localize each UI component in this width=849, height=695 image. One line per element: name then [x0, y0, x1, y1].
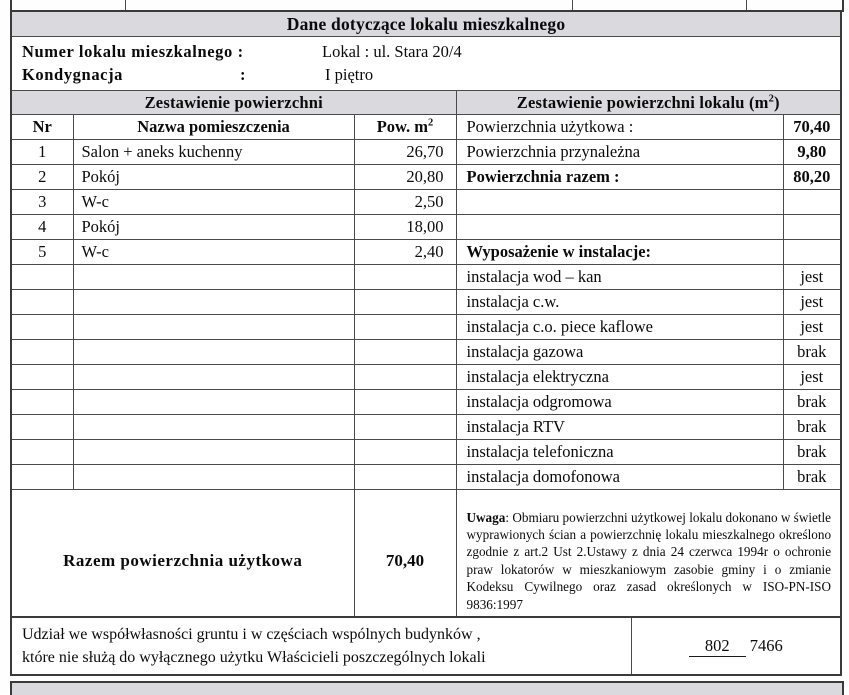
co-ownership-grid: [10, 616, 842, 676]
room-name: [73, 315, 354, 340]
room-area: [354, 265, 456, 290]
unit-number-row: [22, 40, 840, 63]
room-area: [354, 315, 456, 340]
table-row: [11, 290, 841, 315]
installation-label: instalacja gazowa: [456, 340, 783, 365]
share-description: [11, 617, 631, 675]
room-area: [354, 290, 456, 315]
sliver-divider-1: [125, 0, 126, 10]
area-summary-value-1: 9,80: [783, 140, 841, 165]
unit-data-table: [10, 10, 840, 634]
room-nr: 4: [11, 215, 73, 240]
share-fraction: [689, 636, 783, 656]
room-area: [354, 415, 456, 440]
room-name: Pokój: [73, 165, 354, 190]
room-area: 2,40: [354, 240, 456, 265]
room-name: [73, 290, 354, 315]
installations-header: Wyposażenie w instalacje:: [456, 240, 783, 265]
room-nr: [11, 440, 73, 465]
table-row: [11, 415, 841, 440]
installation-value: jest: [783, 365, 841, 390]
table-row: [11, 265, 841, 290]
area-summary-value-4: [783, 215, 841, 240]
header-nr: Nr: [11, 115, 73, 140]
table-row: [11, 165, 841, 190]
floor-label: Kondygnacja: [22, 65, 124, 84]
identification-row: [11, 37, 841, 91]
total-area-value: 70,40: [354, 490, 456, 633]
share-description-line-2: które nie służą do wyłącznego użytku Właścicieli poszczególnych lokali: [22, 649, 486, 666]
header-area: [354, 115, 456, 140]
installation-label: instalacja odgromowa: [456, 390, 783, 415]
table-row: [11, 140, 841, 165]
table-row: [11, 440, 841, 465]
total-and-note-row: [11, 490, 841, 633]
installations-header-spacer: [783, 240, 841, 265]
area-summary-value-3: [783, 190, 841, 215]
room-name: W-c: [73, 240, 354, 265]
subtitles-row: [11, 91, 841, 115]
room-nr: 3: [11, 190, 73, 215]
installation-label: instalacja domofonowa: [456, 465, 783, 490]
room-nr: [11, 365, 73, 390]
table-row: [11, 190, 841, 215]
room-nr: [11, 265, 73, 290]
column-header-row: [11, 115, 841, 140]
room-area: [354, 440, 456, 465]
room-name: [73, 415, 354, 440]
installation-label: instalacja c.w.: [456, 290, 783, 315]
table-row: [11, 365, 841, 390]
share-row: [11, 617, 841, 675]
total-area-label: Razem powierzchnia użytkowa: [11, 490, 354, 633]
room-area: 2,50: [354, 190, 456, 215]
room-name: [73, 465, 354, 490]
room-nr: [11, 390, 73, 415]
area-summary-value-2: 80,20: [783, 165, 841, 190]
room-nr: 2: [11, 165, 73, 190]
note-lead: [467, 510, 832, 612]
right-table-title: [456, 91, 841, 115]
installation-label: instalacja wod – kan: [456, 265, 783, 290]
right-title-main: Zestawienie powierzchni lokalu (m: [516, 92, 769, 112]
unit-number-value: Lokal : ul. Stara 20/4: [322, 42, 462, 61]
left-table-title: Zestawienie powierzchni: [11, 91, 456, 115]
share-fraction-cell: [631, 617, 841, 675]
area-summary-label-4: [456, 215, 783, 240]
room-area: 26,70: [354, 140, 456, 165]
area-summary-label-1: Powierzchnia przynależna: [456, 140, 783, 165]
share-denominator: 7466: [749, 636, 783, 655]
installation-value: brak: [783, 465, 841, 490]
room-name: Pokój: [73, 215, 354, 240]
floor-value: I piętro: [325, 65, 374, 84]
installation-label: instalacja telefoniczna: [456, 440, 783, 465]
table-row: [11, 465, 841, 490]
room-name: [73, 390, 354, 415]
installation-label: instalacja c.o. piece kaflowe: [456, 315, 783, 340]
table-row: [11, 340, 841, 365]
note-lead-word: Uwaga: [466, 509, 506, 525]
installation-value: jest: [783, 290, 841, 315]
room-area: [354, 340, 456, 365]
installation-value: brak: [783, 340, 841, 365]
room-name: [73, 365, 354, 390]
installation-value: brak: [783, 390, 841, 415]
share-numerator: 802: [689, 636, 746, 657]
room-name: [73, 265, 354, 290]
section-title: Dane dotyczące lokalu mieszkalnego: [11, 11, 841, 37]
unit-data-grid: [10, 10, 842, 634]
note-body: Obmiaru powierzchni użytkowej lokalu dokonano w świetle wyprawionych ścian a powierzchnię lokalu mieszkalnego określono zgodnie z art.2 Ust 2.Ustawy z dnia 24 czerwca 1994r o ochronie praw lokatorów w mieszkaniowym zasobie gminy i o zmianie Kodeksu Cywilnego oraz zasad określonych w ISO-PN-ISO 9836:1997: [466, 509, 832, 612]
identification-block: [11, 37, 841, 91]
table-row: [11, 390, 841, 415]
right-title-tail: ): [774, 92, 780, 112]
area-summary-label-3: [456, 190, 783, 215]
room-nr: [11, 415, 73, 440]
installation-label: instalacja elektryczna: [456, 365, 783, 390]
installation-value: brak: [783, 440, 841, 465]
room-nr: [11, 315, 73, 340]
room-nr: 5: [11, 240, 73, 265]
room-nr: [11, 290, 73, 315]
co-ownership-share-section: [10, 616, 840, 676]
room-name: [73, 340, 354, 365]
room-area: [354, 365, 456, 390]
room-nr: 1: [11, 140, 73, 165]
sliver-divider-3: [746, 0, 747, 10]
area-summary-label-2: Powierzchnia razem :: [456, 165, 783, 190]
section-title-row: [11, 11, 841, 37]
installation-value: brak: [783, 415, 841, 440]
room-nr: [11, 465, 73, 490]
installation-label: instalacja RTV: [456, 415, 783, 440]
sliver-divider-2: [572, 0, 573, 10]
room-area: 20,80: [354, 165, 456, 190]
share-description-line-1: Udział we współwłasności gruntu i w częściach wspólnych budynków ,: [22, 626, 481, 643]
table-row: [11, 240, 841, 265]
header-area-text: Pow. m: [376, 117, 429, 136]
floor-row: [22, 63, 840, 86]
header-area-superscript: 2: [428, 117, 434, 129]
floor-colon: :: [240, 65, 246, 84]
table-row: [11, 215, 841, 240]
installation-value: jest: [783, 265, 841, 290]
room-name: Salon + aneks kuchenny: [73, 140, 354, 165]
area-summary-label-0: Powierzchnia użytkowa :: [456, 115, 783, 140]
note-colon: :: [505, 509, 513, 525]
room-area: 18,00: [354, 215, 456, 240]
header-room-name: Nazwa pomieszczenia: [73, 115, 354, 140]
room-name: [73, 440, 354, 465]
room-nr: [11, 340, 73, 365]
room-area: [354, 390, 456, 415]
table-row: [11, 315, 841, 340]
measurement-note: [456, 490, 841, 633]
room-name: W-c: [73, 190, 354, 215]
room-area: [354, 465, 456, 490]
unit-number-label: Numer lokalu mieszkalnego :: [22, 42, 244, 61]
previous-table-sliver: [10, 0, 840, 10]
right-title-superscript: 2: [768, 93, 775, 104]
area-summary-value-0: 70,40: [783, 115, 841, 140]
installation-value: jest: [783, 315, 841, 340]
